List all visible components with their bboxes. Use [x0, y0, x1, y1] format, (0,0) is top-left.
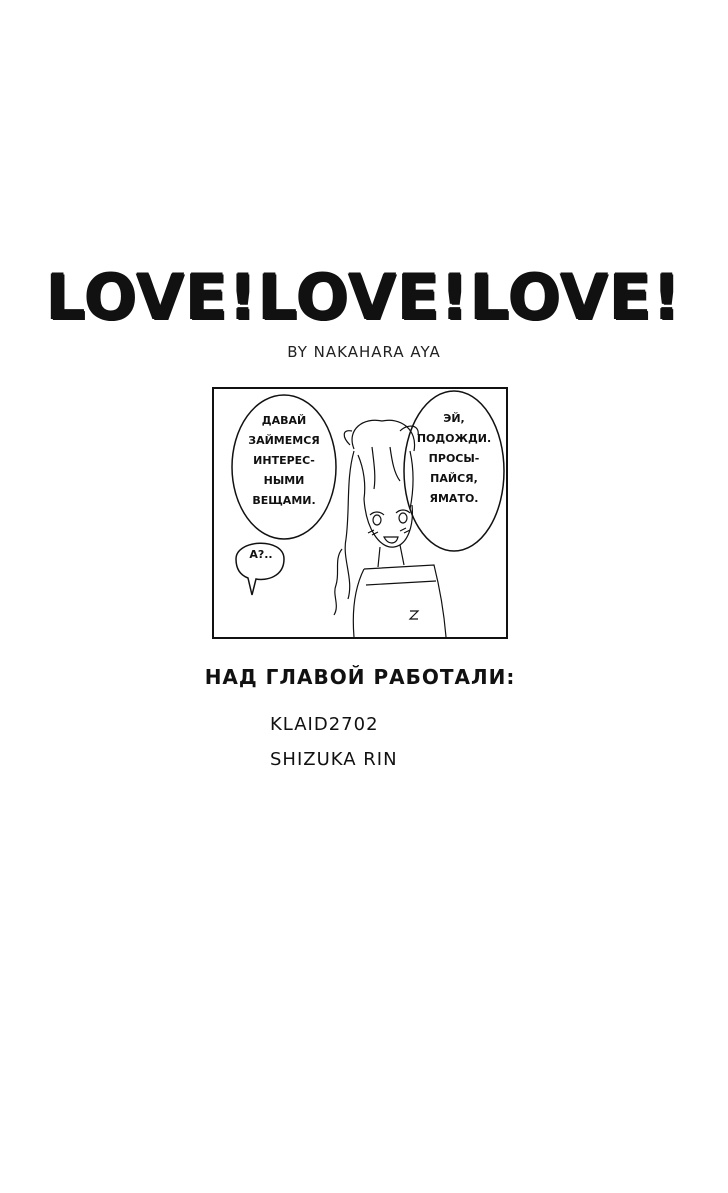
manga-panel: [212, 387, 508, 639]
speech-bubble-right-text: ЭЙ, ПОДОЖДИ. ПРОСЫ- ПАЙСЯ, ЯМАТО.: [416, 412, 492, 505]
author-byline: BY NAKAHARA AYA: [287, 343, 441, 361]
page-title: LOVE!LOVE!LOVE!: [46, 261, 682, 334]
credit-name: SHIZUKA RIN: [270, 749, 398, 770]
credits-heading: НАД ГЛАВОЙ РАБОТАЛИ:: [204, 665, 516, 689]
speech-bubble-small-text: А?..: [249, 548, 273, 561]
credit-name: KLAID2702: [270, 714, 379, 735]
speech-bubble-left-text: ДАВАЙ ЗАЙМЕМСЯ ИНТЕРЕС- НЫМИ ВЕЩАМИ.: [248, 414, 320, 507]
